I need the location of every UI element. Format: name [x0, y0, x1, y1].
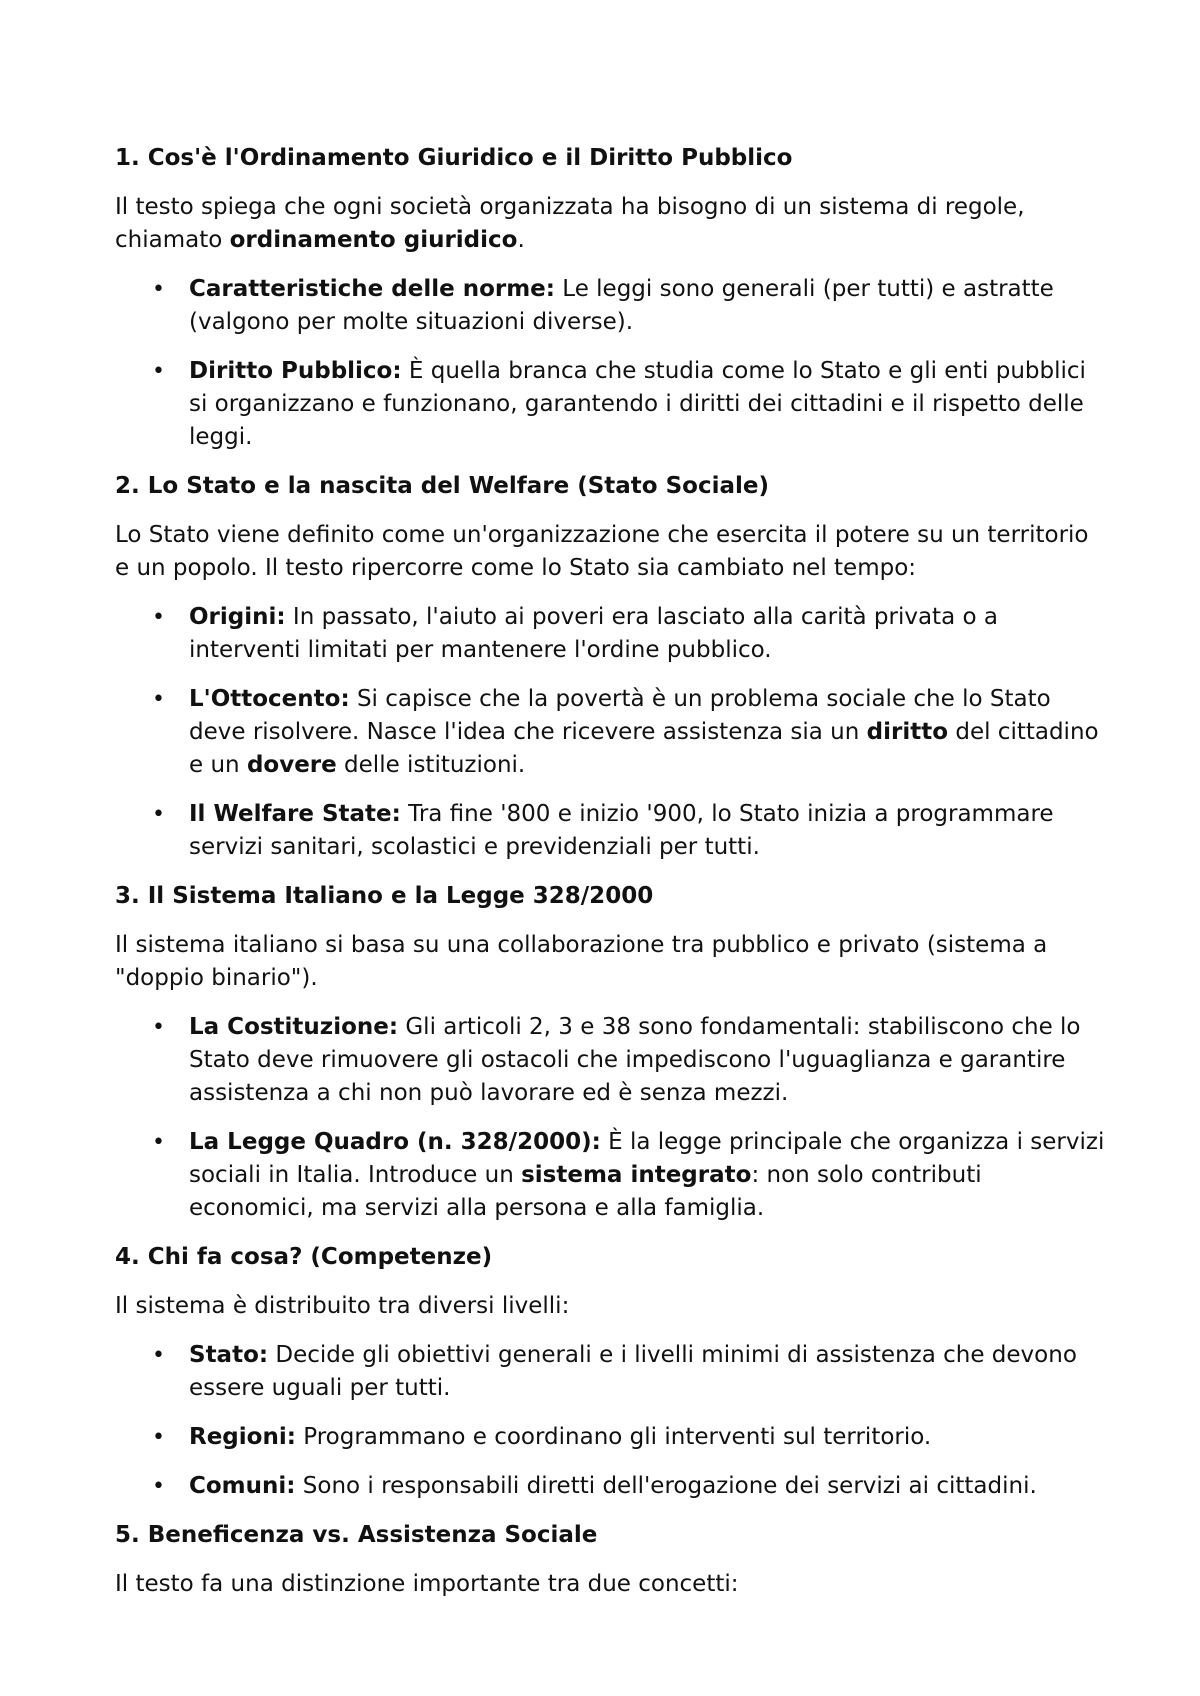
bullet-icon: • [152, 359, 165, 384]
section-1 [115, 142, 1105, 454]
section-heading: 5. Beneficenza vs. Assistenza Sociale [115, 1522, 598, 1548]
list-item: • L'Ottocento: Si capisce che la povertà è un problema sociale che lo Stato deve risolvere. Nasce l'idea che ricevere assistenza sia un diritto del cittadino e un dovere delle istituzioni. [115, 683, 1105, 782]
bullet-list [115, 273, 1105, 454]
section-heading: 4. Chi fa cosa? (Competenze) [115, 1244, 493, 1270]
bullet-icon: • [152, 277, 165, 302]
bullet-icon: • [152, 1015, 165, 1040]
list-item: • La Costituzione: Gli articoli 2, 3 e 38 sono fondamentali: stabiliscono che lo Stato deve rimuovere gli ostacoli che impediscono l'uguaglianza e garantire assistenza a chi non può lavorare ed è senza mezzi. [115, 1011, 1105, 1110]
list-item: • Regioni: Programmano e coordinano gli interventi sul territorio. [115, 1421, 1105, 1454]
section-intro: Il testo spiega che ogni società organizzata ha bisogno di un sistema di regole, chiamato ordinamento giuridico. [115, 194, 1025, 253]
section-3 [115, 880, 1105, 1225]
list-item: • Stato: Decide gli obiettivi generali e i livelli minimi di assistenza che devono essere uguali per tutti. [115, 1339, 1105, 1405]
section-2 [115, 470, 1105, 864]
section-4 [115, 1241, 1105, 1503]
section-intro: Il sistema è distribuito tra diversi livelli: [115, 1293, 570, 1319]
bullet-icon: • [152, 1425, 165, 1450]
list-item: • Diritto Pubblico: È quella branca che studia come lo Stato e gli enti pubblici si organizzano e funzionano, garantendo i diritti dei cittadini e il rispetto delle leggi. [115, 355, 1105, 454]
bullet-list [115, 601, 1105, 864]
section-heading: 1. Cos'è l'Ordinamento Giuridico e il Diritto Pubblico [115, 145, 793, 171]
document-page [115, 142, 1105, 1617]
section-heading: 3. Il Sistema Italiano e la Legge 328/2000 [115, 883, 654, 909]
list-item: • Caratteristiche delle norme: Le leggi sono generali (per tutti) e astratte (valgono per molte situazioni diverse). [115, 273, 1105, 339]
bullet-icon: • [152, 687, 165, 712]
bullet-icon: • [152, 605, 165, 630]
bullet-icon: • [152, 802, 165, 827]
list-item: • Origini: In passato, l'aiuto ai poveri era lasciato alla carità privata o a interventi limitati per mantenere l'ordine pubblico. [115, 601, 1105, 667]
list-item: • Il Welfare State: Tra fine '800 e inizio '900, lo Stato inizia a programmare servizi sanitari, scolastici e previdenziali per tutti. [115, 798, 1105, 864]
bullet-icon: • [152, 1343, 165, 1368]
bullet-icon: • [152, 1130, 165, 1155]
bullet-icon: • [152, 1474, 165, 1499]
list-item: • La Legge Quadro (n. 328/2000): È la legge principale che organizza i servizi sociali in Italia. Introduce un sistema integrato: non solo contributi economici, ma servizi alla persona e alla famiglia. [115, 1126, 1105, 1225]
section-intro: Il testo fa una distinzione importante tra due concetti: [115, 1571, 739, 1597]
section-5 [115, 1519, 1105, 1601]
bullet-list [115, 1339, 1105, 1503]
section-intro: Lo Stato viene definito come un'organizzazione che esercita il potere su un territorio e un popolo. Il testo ripercorre come lo Stato sia cambiato nel tempo: [115, 522, 1089, 581]
section-heading: 2. Lo Stato e la nascita del Welfare (Stato Sociale) [115, 473, 769, 499]
list-item: • Comuni: Sono i responsabili diretti dell'erogazione dei servizi ai cittadini. [115, 1470, 1105, 1503]
bullet-list [115, 1011, 1105, 1225]
section-intro: Il sistema italiano si basa su una collaborazione tra pubblico e privato (sistema a "doppio binario"). [115, 932, 1048, 991]
